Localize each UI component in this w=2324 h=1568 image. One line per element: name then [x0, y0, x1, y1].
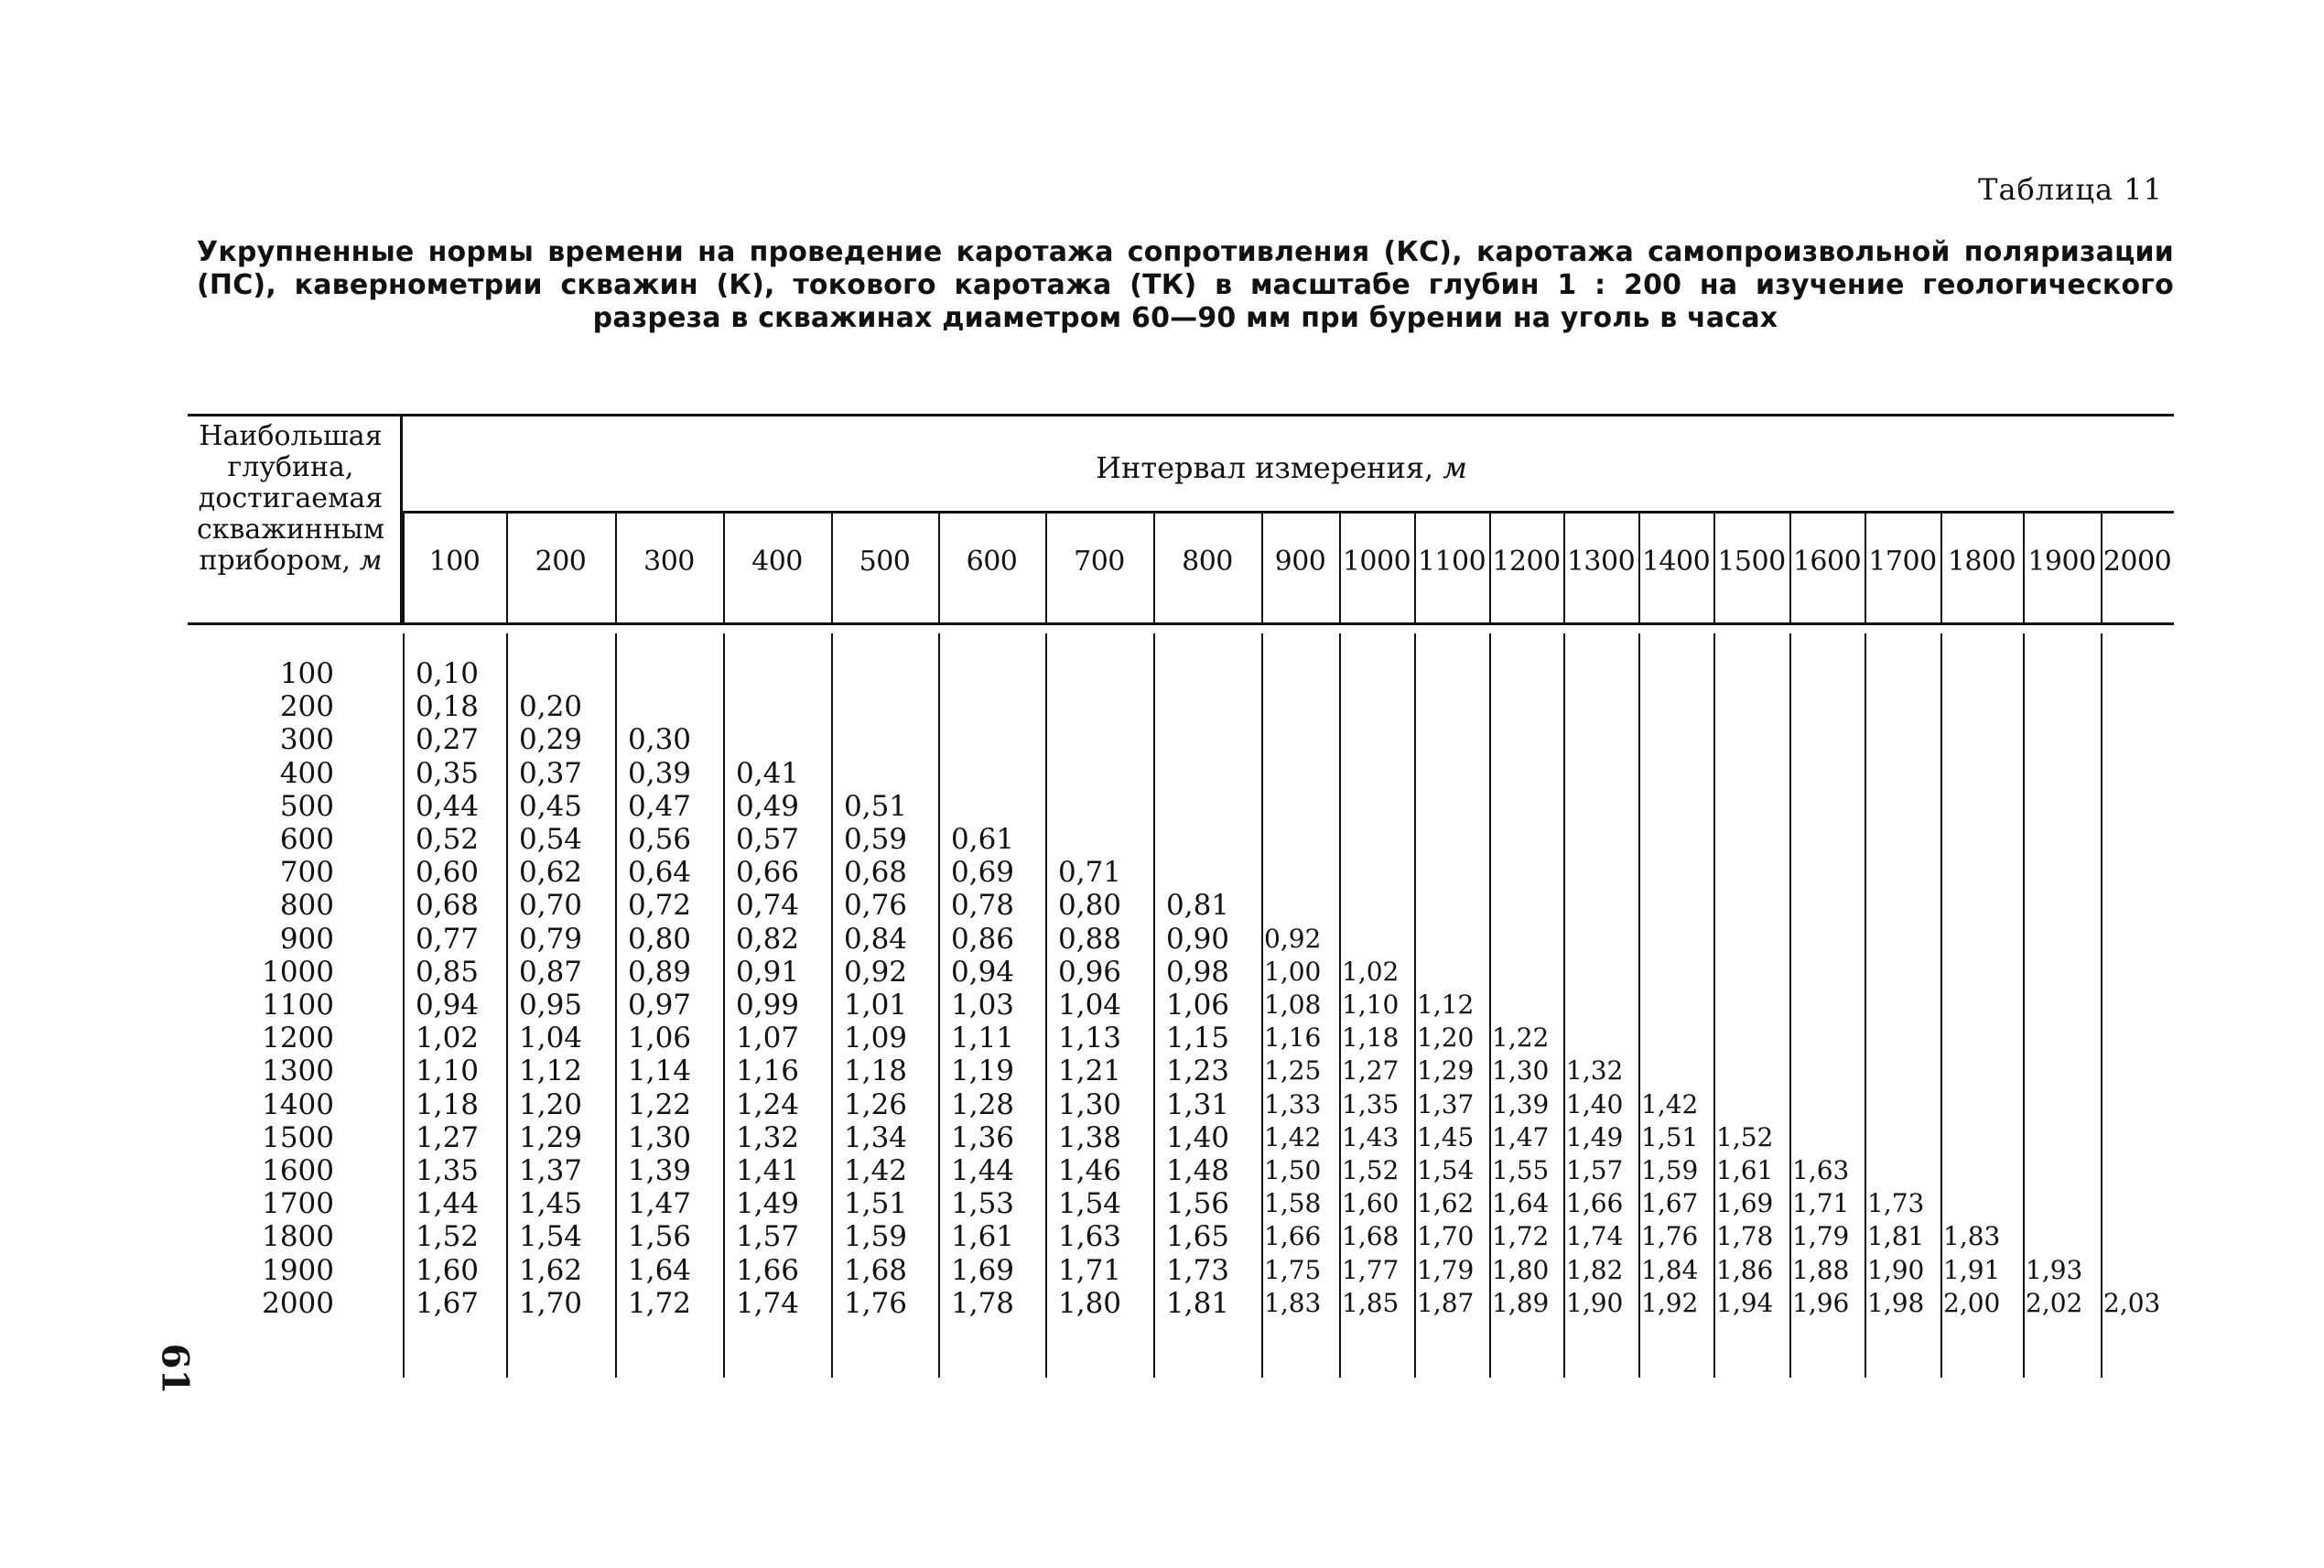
interval-header-900: 900	[1274, 546, 1326, 578]
cell-1800-1100: 1,70	[1417, 1221, 1475, 1252]
cell-600-500: 0,59	[844, 823, 908, 856]
cell-1300-700: 1,21	[1058, 1054, 1122, 1088]
cell-1900-600: 1,69	[951, 1253, 1015, 1287]
cell-1700-1500: 1,69	[1716, 1188, 1774, 1219]
cell-1600-700: 1,46	[1058, 1154, 1122, 1187]
cell-1600-100: 1,35	[416, 1154, 480, 1187]
cell-1800-400: 1,57	[736, 1220, 800, 1254]
cell-900-900: 0,92	[1264, 923, 1322, 954]
column-separator-body-14	[1638, 633, 1640, 1378]
cell-1800-1300: 1,74	[1566, 1221, 1624, 1252]
cell-2000-1200: 1,89	[1492, 1287, 1550, 1318]
row-depth-1000: 1000	[262, 955, 334, 989]
cell-1600-400: 1,41	[736, 1154, 800, 1187]
interval-header-800: 800	[1182, 546, 1233, 578]
column-separator-body-8	[1153, 633, 1155, 1378]
cell-1500-700: 1,38	[1058, 1120, 1122, 1154]
cell-2000-1800: 2,00	[1943, 1287, 2001, 1318]
interval-header-500: 500	[859, 546, 911, 578]
interval-header-100: 100	[428, 546, 481, 578]
cell-1600-1600: 1,63	[1792, 1155, 1850, 1185]
cell-1700-100: 1,44	[416, 1187, 480, 1221]
cell-1700-600: 1,53	[951, 1187, 1015, 1221]
cell-900-400: 0,82	[736, 922, 800, 956]
cell-1000-100: 0,85	[416, 955, 480, 989]
row-depth-100: 100	[279, 657, 334, 690]
cell-500-500: 0,51	[844, 789, 908, 823]
cell-1900-1400: 1,84	[1641, 1254, 1699, 1285]
cell-1900-1600: 1,88	[1792, 1254, 1850, 1285]
cell-1100-1000: 1,10	[1342, 989, 1400, 1020]
cell-1900-1300: 1,82	[1566, 1254, 1624, 1285]
cell-1500-800: 1,40	[1166, 1120, 1230, 1154]
cell-300-300: 0,30	[628, 723, 692, 757]
cell-600-600: 0,61	[951, 823, 1015, 856]
cell-1100-100: 0,94	[416, 989, 480, 1022]
cell-2000-100: 1,67	[416, 1286, 480, 1320]
cell-1700-1100: 1,62	[1417, 1188, 1475, 1219]
cell-1300-600: 1,19	[951, 1054, 1015, 1088]
interval-header-1700: 1700	[1868, 546, 1937, 578]
column-separator-body-4	[723, 633, 725, 1378]
cell-1300-300: 1,14	[628, 1054, 692, 1088]
cell-1500-1200: 1,47	[1492, 1121, 1550, 1152]
cell-1800-100: 1,52	[416, 1220, 480, 1254]
cell-1900-1200: 1,80	[1492, 1254, 1550, 1285]
cell-1600-1400: 1,59	[1641, 1155, 1699, 1185]
cell-1100-200: 0,95	[519, 989, 583, 1022]
cell-1800-1500: 1,78	[1716, 1221, 1774, 1252]
row-depth-1100: 1100	[262, 989, 334, 1022]
cell-2000-1700: 1,98	[1867, 1287, 1925, 1318]
cell-1200-200: 1,04	[519, 1022, 583, 1055]
cell-1100-700: 1,04	[1058, 989, 1122, 1022]
cell-1200-1000: 1,18	[1342, 1022, 1400, 1054]
cell-2000-1100: 1,87	[1417, 1287, 1475, 1318]
cell-1800-1200: 1,72	[1492, 1221, 1550, 1252]
column-separator-body-7	[1045, 633, 1047, 1378]
cell-1100-900: 1,08	[1264, 989, 1322, 1020]
cell-1500-1500: 1,52	[1716, 1121, 1774, 1152]
column-separator-body-2	[506, 633, 508, 1378]
cell-1000-700: 0,96	[1058, 955, 1122, 989]
cell-900-700: 0,88	[1058, 922, 1122, 956]
cell-600-300: 0,56	[628, 823, 692, 856]
interval-header-1800: 1800	[1947, 546, 2016, 578]
column-separator-body-17	[1865, 633, 1866, 1378]
interval-unit: м	[1443, 450, 1467, 485]
interval-header-400: 400	[751, 546, 803, 578]
interval-header-1200: 1200	[1492, 546, 1561, 578]
cell-1700-300: 1,47	[628, 1187, 692, 1221]
interval-header-1600: 1600	[1792, 546, 1862, 578]
interval-header-1000: 1000	[1342, 546, 1411, 578]
cell-2000-900: 1,83	[1264, 1287, 1322, 1318]
cell-2000-1900: 2,02	[2026, 1287, 2083, 1318]
cell-1500-300: 1,30	[628, 1120, 692, 1154]
cell-1300-200: 1,12	[519, 1054, 583, 1088]
cell-1600-500: 1,42	[844, 1154, 908, 1187]
cell-1900-500: 1,68	[844, 1253, 908, 1287]
cell-1200-800: 1,15	[1166, 1022, 1230, 1055]
cell-900-800: 0,90	[1166, 922, 1230, 956]
cell-900-100: 0,77	[416, 922, 480, 956]
cell-700-200: 0,62	[519, 856, 583, 890]
cell-1800-1400: 1,76	[1641, 1221, 1699, 1252]
cell-1900-1700: 1,90	[1867, 1254, 1925, 1285]
cell-1700-1400: 1,67	[1641, 1188, 1699, 1219]
cell-1500-1100: 1,45	[1417, 1121, 1475, 1152]
interval-group-header	[403, 450, 2160, 485]
interval-header-2000: 2000	[2102, 546, 2172, 578]
row-depth-900: 900	[279, 922, 334, 956]
column-separator-body-13	[1563, 633, 1565, 1378]
cell-2000-1000: 1,85	[1342, 1287, 1400, 1318]
cell-1900-800: 1,73	[1166, 1253, 1230, 1287]
header-bottom-rule	[188, 622, 2174, 625]
column-separator-body-20	[2101, 633, 2102, 1378]
cell-1700-900: 1,58	[1264, 1188, 1322, 1219]
row-depth-1200: 1200	[262, 1022, 334, 1055]
cell-1900-1100: 1,79	[1417, 1254, 1475, 1285]
cell-2000-200: 1,70	[519, 1286, 583, 1320]
cell-900-600: 0,86	[951, 922, 1015, 956]
cell-1700-1000: 1,60	[1342, 1188, 1400, 1219]
cell-1900-200: 1,62	[519, 1253, 583, 1287]
cell-1300-500: 1,18	[844, 1054, 908, 1088]
cell-1300-100: 1,10	[416, 1054, 480, 1088]
cell-1400-1000: 1,35	[1342, 1088, 1400, 1119]
column-separator-body-15	[1713, 633, 1715, 1378]
cell-1300-1100: 1,29	[1417, 1055, 1475, 1087]
depth-column-header	[188, 421, 394, 577]
cell-1500-1000: 1,43	[1342, 1121, 1400, 1152]
column-separator-body-19	[2023, 633, 2025, 1378]
cell-1800-1600: 1,79	[1792, 1221, 1850, 1252]
cell-2000-2000: 2,03	[2103, 1287, 2161, 1318]
column-separator-body-16	[1789, 633, 1791, 1378]
interval-header-700: 700	[1074, 546, 1125, 578]
cell-1700-1600: 1,71	[1792, 1188, 1850, 1219]
column-separator-body-12	[1489, 633, 1491, 1378]
cell-400-300: 0,39	[628, 756, 692, 790]
page-number: 61	[153, 1343, 197, 1395]
cell-1400-700: 1,30	[1058, 1087, 1122, 1121]
cell-500-400: 0,49	[736, 789, 800, 823]
cell-600-100: 0,52	[416, 823, 480, 856]
cell-1400-500: 1,26	[844, 1087, 908, 1121]
cell-1400-900: 1,33	[1264, 1088, 1322, 1119]
cell-2000-700: 1,80	[1058, 1286, 1122, 1320]
cell-1500-200: 1,29	[519, 1120, 583, 1154]
row-depth-2000: 2000	[262, 1286, 334, 1320]
cell-1700-700: 1,54	[1058, 1187, 1122, 1221]
cell-400-400: 0,41	[736, 756, 800, 790]
cell-1000-500: 0,92	[844, 955, 908, 989]
cell-1900-100: 1,60	[416, 1253, 480, 1287]
cell-100-100: 0,10	[416, 657, 480, 690]
table-caption: Укрупненные нормы времени на проведение каротажа сопротивления (КС), каротажа самопроизвольной поляризации (ПС), кавернометрии скважин (К), токового каротажа (ТК) в масштабе глубин 1 : 200 на изучение геологического разреза в скважинах диаметром 60—90 мм при бурении на уголь в часах	[197, 236, 2174, 334]
cell-2000-800: 1,81	[1166, 1286, 1230, 1320]
cell-1400-300: 1,22	[628, 1087, 692, 1121]
cell-1500-1400: 1,51	[1641, 1121, 1699, 1152]
row-depth-600: 600	[279, 823, 334, 856]
cell-500-300: 0,47	[628, 789, 692, 823]
cell-1500-600: 1,36	[951, 1120, 1015, 1154]
cell-700-400: 0,66	[736, 856, 800, 890]
cell-1700-200: 1,45	[519, 1187, 583, 1221]
cell-1800-1000: 1,68	[1342, 1221, 1400, 1252]
cell-700-600: 0,69	[951, 856, 1015, 890]
cell-1100-1100: 1,12	[1417, 989, 1475, 1020]
cell-1500-900: 1,42	[1264, 1121, 1322, 1152]
cell-1300-1000: 1,27	[1342, 1055, 1400, 1087]
interval-header-1100: 1100	[1417, 546, 1486, 578]
cell-1500-1300: 1,49	[1566, 1121, 1624, 1152]
cell-1800-900: 1,66	[1264, 1221, 1322, 1252]
row-depth-700: 700	[279, 856, 334, 890]
cell-1800-1800: 1,83	[1943, 1221, 2001, 1252]
column-separator-body-18	[1940, 633, 1942, 1378]
cell-1400-600: 1,28	[951, 1087, 1015, 1121]
cell-200-100: 0,18	[416, 690, 480, 724]
cell-1400-100: 1,18	[416, 1087, 480, 1121]
cell-1300-1300: 1,32	[1566, 1055, 1624, 1087]
cell-1700-1700: 1,73	[1867, 1188, 1925, 1219]
cell-1900-1800: 1,91	[1943, 1254, 2001, 1285]
cell-1400-400: 1,24	[736, 1087, 800, 1121]
column-separator-body-5	[831, 633, 833, 1378]
cell-1600-300: 1,39	[628, 1154, 692, 1187]
interval-header-1900: 1900	[2027, 546, 2096, 578]
cell-1200-700: 1,13	[1058, 1022, 1122, 1055]
cell-1700-400: 1,49	[736, 1187, 800, 1221]
cell-1000-600: 0,94	[951, 955, 1015, 989]
cell-1600-1500: 1,61	[1716, 1155, 1774, 1185]
cell-800-400: 0,74	[736, 889, 800, 923]
cell-1200-1200: 1,22	[1492, 1022, 1550, 1054]
cell-1400-800: 1,31	[1166, 1087, 1230, 1121]
cell-1200-100: 1,02	[416, 1022, 480, 1055]
cell-1200-300: 1,06	[628, 1022, 692, 1055]
cell-1200-900: 1,16	[1264, 1022, 1322, 1054]
cell-1100-400: 0,99	[736, 989, 800, 1022]
cell-1400-200: 1,20	[519, 1087, 583, 1121]
interval-header-200: 200	[535, 546, 587, 578]
cell-1800-1700: 1,81	[1867, 1221, 1925, 1252]
cell-1900-1000: 1,77	[1342, 1254, 1400, 1285]
cell-1800-200: 1,54	[519, 1220, 583, 1254]
cell-1000-200: 0,87	[519, 955, 583, 989]
cell-1800-800: 1,65	[1166, 1220, 1230, 1254]
cell-1400-1100: 1,37	[1417, 1088, 1475, 1119]
cell-1200-400: 1,07	[736, 1022, 800, 1055]
cell-1600-600: 1,44	[951, 1154, 1015, 1187]
interval-header-600: 600	[966, 546, 1018, 578]
cell-1900-1900: 1,93	[2026, 1254, 2083, 1285]
cell-300-200: 0,29	[519, 723, 583, 757]
cell-1000-400: 0,91	[736, 955, 800, 989]
cell-1600-1200: 1,55	[1492, 1155, 1550, 1185]
interval-header-1400: 1400	[1641, 546, 1711, 578]
cell-2000-500: 1,76	[844, 1286, 908, 1320]
cell-1900-1500: 1,86	[1716, 1254, 1774, 1285]
cell-1700-1300: 1,66	[1566, 1188, 1624, 1219]
cell-700-100: 0,60	[416, 856, 480, 890]
cell-700-300: 0,64	[628, 856, 692, 890]
row-depth-400: 400	[279, 756, 334, 790]
cell-900-200: 0,79	[519, 922, 583, 956]
row-depth-1600: 1600	[262, 1154, 334, 1187]
cell-1000-1000: 1,02	[1342, 956, 1400, 987]
cell-1800-600: 1,61	[951, 1220, 1015, 1254]
cell-2000-1600: 1,96	[1792, 1287, 1850, 1318]
cell-1100-500: 1,01	[844, 989, 908, 1022]
cell-700-500: 0,68	[844, 856, 908, 890]
cell-1900-300: 1,64	[628, 1253, 692, 1287]
cell-900-300: 0,80	[628, 922, 692, 956]
cell-2000-400: 1,74	[736, 1286, 800, 1320]
cell-1100-800: 1,06	[1166, 989, 1230, 1022]
row-depth-800: 800	[279, 889, 334, 923]
cell-600-200: 0,54	[519, 823, 583, 856]
cell-1300-400: 1,16	[736, 1054, 800, 1088]
cell-800-300: 0,72	[628, 889, 692, 923]
cell-1900-700: 1,71	[1058, 1253, 1122, 1287]
row-depth-1700: 1700	[262, 1187, 334, 1221]
cell-1300-900: 1,25	[1264, 1055, 1322, 1087]
cell-1300-800: 1,23	[1166, 1054, 1230, 1088]
cell-800-200: 0,70	[519, 889, 583, 923]
cell-1300-1200: 1,30	[1492, 1055, 1550, 1087]
cell-1000-800: 0,98	[1166, 955, 1230, 989]
cell-1600-1100: 1,54	[1417, 1155, 1475, 1185]
cell-1800-700: 1,63	[1058, 1220, 1122, 1254]
interval-header-300: 300	[643, 546, 695, 578]
cell-300-100: 0,27	[416, 723, 480, 757]
row-depth-1400: 1400	[262, 1087, 334, 1121]
cell-2000-1400: 1,92	[1641, 1287, 1699, 1318]
cell-2000-300: 1,72	[628, 1286, 692, 1320]
column-separator-body-9	[1261, 633, 1263, 1378]
column-separator-body-11	[1414, 633, 1416, 1378]
cell-1600-800: 1,48	[1166, 1154, 1230, 1187]
column-separator-body-3	[615, 633, 617, 1378]
interval-header-1300: 1300	[1566, 546, 1636, 578]
cell-1100-600: 1,03	[951, 989, 1015, 1022]
cell-1800-300: 1,56	[628, 1220, 692, 1254]
cell-1000-900: 1,00	[1264, 956, 1322, 987]
interval-label: Интервал измерения,	[1096, 450, 1434, 485]
cell-1200-1100: 1,20	[1417, 1022, 1475, 1054]
cell-800-600: 0,78	[951, 889, 1015, 923]
interval-header-1500: 1500	[1717, 546, 1786, 578]
cell-1400-1200: 1,39	[1492, 1088, 1550, 1119]
row-depth-200: 200	[279, 690, 334, 724]
cell-1200-500: 1,09	[844, 1022, 908, 1055]
row-depth-1900: 1900	[262, 1253, 334, 1287]
cell-1200-600: 1,11	[951, 1022, 1015, 1055]
depth-column-label: Наибольшая глубина, достигаемая скважинным прибором,	[196, 420, 385, 577]
row-depth-1800: 1800	[262, 1220, 334, 1254]
cell-1000-300: 0,89	[628, 955, 692, 989]
cell-2000-600: 1,78	[951, 1286, 1015, 1320]
column-separator-body-10	[1339, 633, 1341, 1378]
row-depth-1300: 1300	[262, 1054, 334, 1088]
cell-1600-1300: 1,57	[1566, 1155, 1624, 1185]
cell-800-800: 0,81	[1166, 889, 1230, 923]
cell-1400-1400: 1,42	[1641, 1088, 1699, 1119]
cell-700-700: 0,71	[1058, 856, 1122, 890]
table-top-rule	[188, 414, 2174, 416]
row-depth-1500: 1500	[262, 1120, 334, 1154]
cell-1100-300: 0,97	[628, 989, 692, 1022]
column-separator-body-1	[403, 633, 405, 1378]
cell-1600-200: 1,37	[519, 1154, 583, 1187]
cell-600-400: 0,57	[736, 823, 800, 856]
cell-1800-500: 1,59	[844, 1220, 908, 1254]
cell-1500-400: 1,32	[736, 1120, 800, 1154]
cell-800-500: 0,76	[844, 889, 908, 923]
cell-1700-800: 1,56	[1166, 1187, 1230, 1221]
depth-column-unit: м	[359, 545, 383, 577]
cell-1400-1300: 1,40	[1566, 1088, 1624, 1119]
column-separator-body-6	[938, 633, 940, 1378]
cell-800-700: 0,80	[1058, 889, 1122, 923]
cell-1700-1200: 1,64	[1492, 1188, 1550, 1219]
cell-1600-1000: 1,52	[1342, 1155, 1400, 1185]
cell-1700-500: 1,51	[844, 1187, 908, 1221]
cell-1600-900: 1,50	[1264, 1155, 1322, 1185]
table-number: Таблица 11	[1978, 172, 2163, 207]
cell-800-100: 0,68	[416, 889, 480, 923]
cell-2000-1300: 1,90	[1566, 1287, 1624, 1318]
cell-500-100: 0,44	[416, 789, 480, 823]
cell-2000-1500: 1,94	[1716, 1287, 1774, 1318]
cell-200-200: 0,20	[519, 690, 583, 724]
cell-1900-400: 1,66	[736, 1253, 800, 1287]
interval-header-rule	[403, 511, 2174, 514]
cell-400-100: 0,35	[416, 756, 480, 790]
row-depth-500: 500	[279, 789, 334, 823]
row-depth-300: 300	[279, 723, 334, 757]
cell-1500-100: 1,27	[416, 1120, 480, 1154]
cell-500-200: 0,45	[519, 789, 583, 823]
cell-400-200: 0,37	[519, 756, 583, 790]
cell-1900-900: 1,75	[1264, 1254, 1322, 1285]
cell-900-500: 0,84	[844, 922, 908, 956]
cell-1500-500: 1,34	[844, 1120, 908, 1154]
